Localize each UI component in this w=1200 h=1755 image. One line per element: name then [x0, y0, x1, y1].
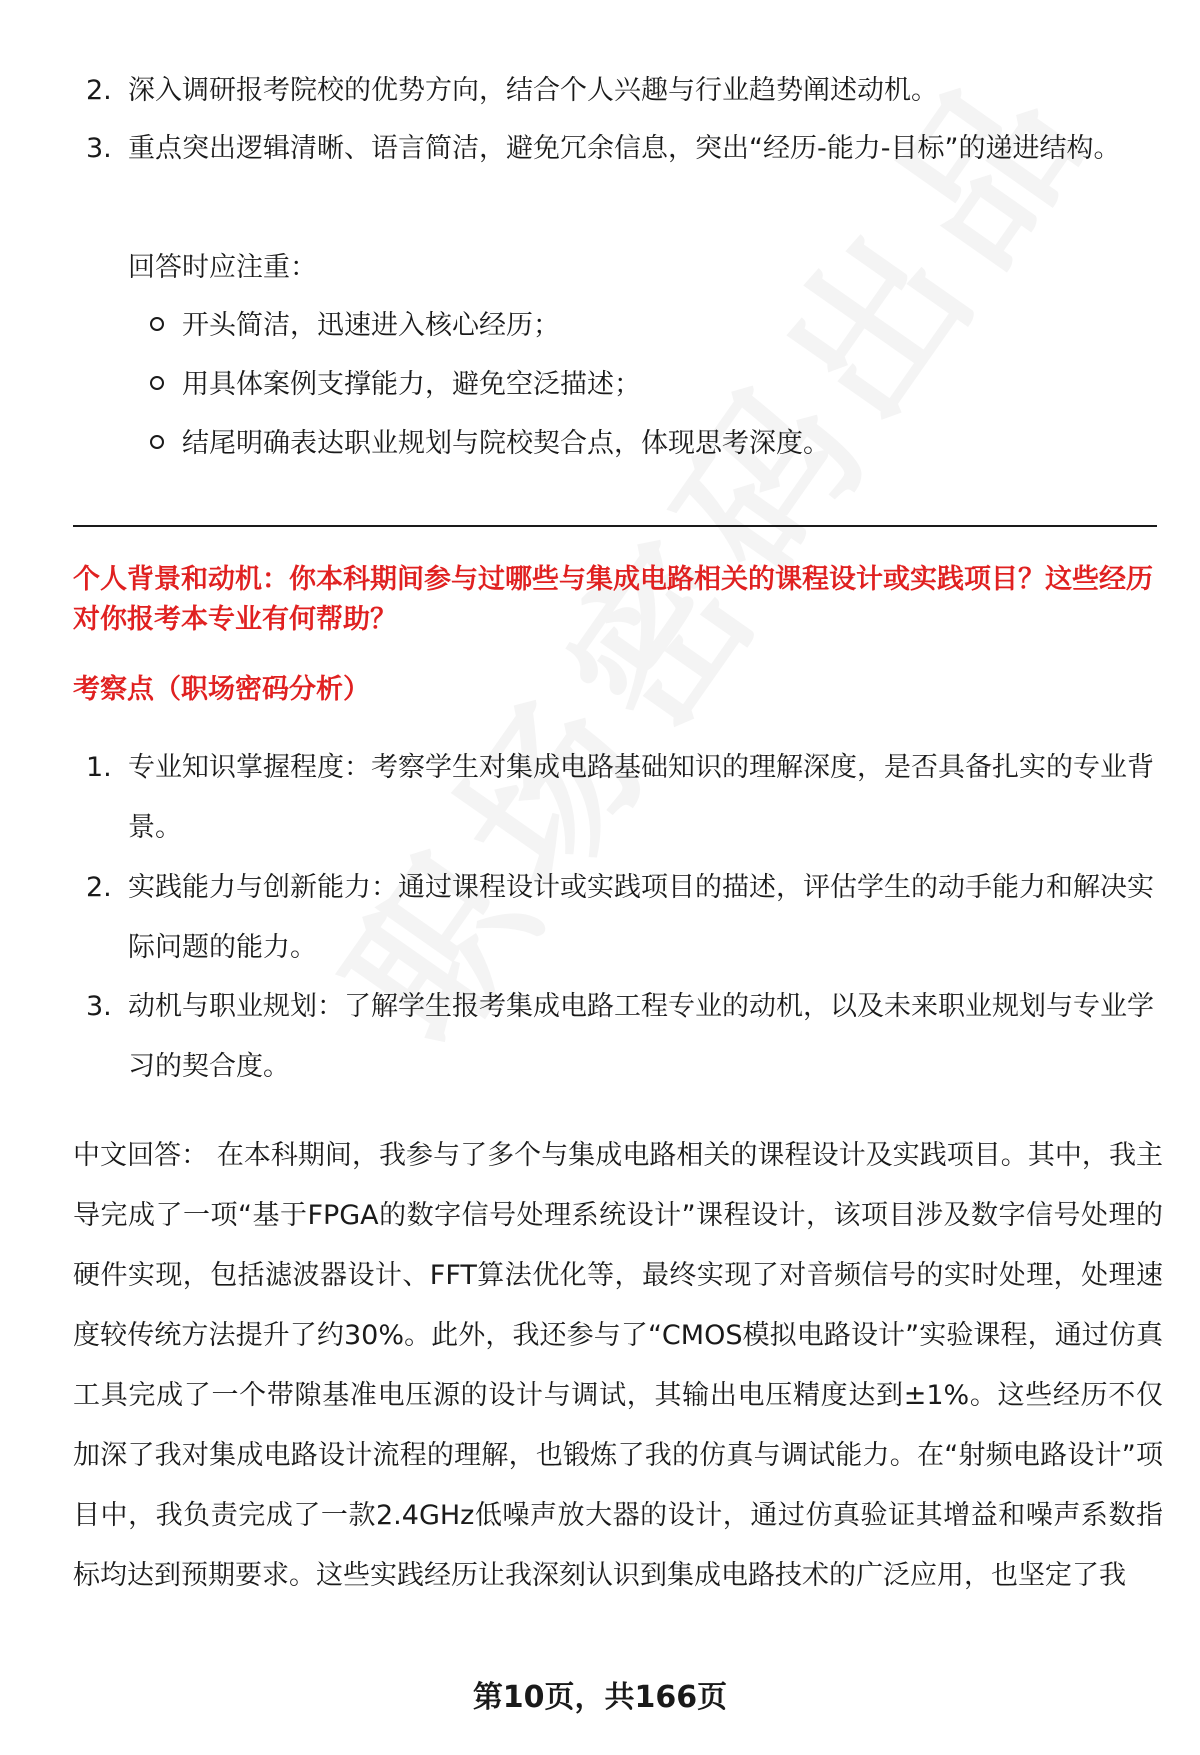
list-text: 专业知识掌握程度：考察学生对集成电路基础知识的理解深度，是否具备扎实的专业背景。 — [128, 752, 1154, 843]
note-text: 开头简洁，迅速进入核心经历； — [182, 310, 560, 341]
note-text: 结尾明确表达职业规划与院校契合点，体现思考深度。 — [182, 428, 830, 459]
note-item — [150, 414, 830, 474]
notes-label: 回答时应注重： — [128, 252, 317, 283]
list-number: 3. — [86, 991, 112, 1022]
circle-bullet-icon — [150, 376, 164, 390]
focus-heading: 考察点（职场密码分析） — [73, 674, 370, 705]
note-item — [150, 355, 641, 415]
list-text: 重点突出逻辑清晰、语言简洁，避免冗余信息，突出“经历-能力-目标”的递进结构。 — [128, 133, 1121, 164]
circle-bullet-icon — [150, 435, 164, 449]
circle-bullet-icon — [150, 317, 164, 331]
page-number: 第10页，共166页 — [472, 1680, 728, 1715]
note-item — [150, 296, 560, 356]
focus-list-item-2 — [86, 858, 1166, 978]
list-text: 实践能力与创新能力：通过课程设计或实践项目的描述，评估学生的动手能力和解决实际问题的能力。 — [128, 872, 1154, 963]
top-list-item-2 — [86, 61, 1166, 121]
list-number: 2. — [86, 872, 112, 903]
list-text: 深入调研报考院校的优势方向，结合个人兴趣与行业趋势阐述动机。 — [128, 75, 938, 106]
list-number: 2. — [86, 75, 112, 106]
list-text: 动机与职业规划：了解学生报考集成电路工程专业的动机，以及未来职业规划与专业学习的契合度。 — [128, 991, 1154, 1082]
answer-paragraph: 中文回答： 在本科期间，我参与了多个与集成电路相关的课程设计及实践项目。其中，我主导完成了一项“基于FPGA的数字信号处理系统设计”课程设计，该项目涉及数字信号处理的硬件实现，包括滤波器设计、FFT算法优化等，最终实现了对音频信号的实时处理，处理速度较传统方法提升了约30%。此外，我还参与了“CMOS模拟电路设计”实验课程，通过仿真工具完成了一个带隙基准电压源的设计与调试，其输出电压精度达到±1%。这些经历不仅加深了我对集成电路设计流程的理解，也锻炼了我的仿真与调试能力。在“射频电路设计”项目中，我负责完成了一款2.4GHz低噪声放大器的设计，通过仿真验证其增益和噪声系数指标均达到预期要求。这些实践经历让我深刻认识到集成电路技术的广泛应用，也坚定了我 — [73, 1140, 1163, 1591]
note-text: 用具体案例支撑能力，避免空泛描述； — [182, 369, 641, 400]
section-divider — [73, 525, 1157, 527]
list-number: 3. — [86, 133, 112, 164]
top-list-item-3 — [86, 119, 1166, 179]
focus-list-item-3 — [86, 977, 1166, 1097]
list-number: 1. — [86, 752, 112, 783]
question-heading: 个人背景和动机：你本科期间参与过哪些与集成电路相关的课程设计或实践项目？这些经历对你报考本专业有何帮助？ — [73, 564, 1153, 635]
focus-list-item-1 — [86, 738, 1166, 858]
